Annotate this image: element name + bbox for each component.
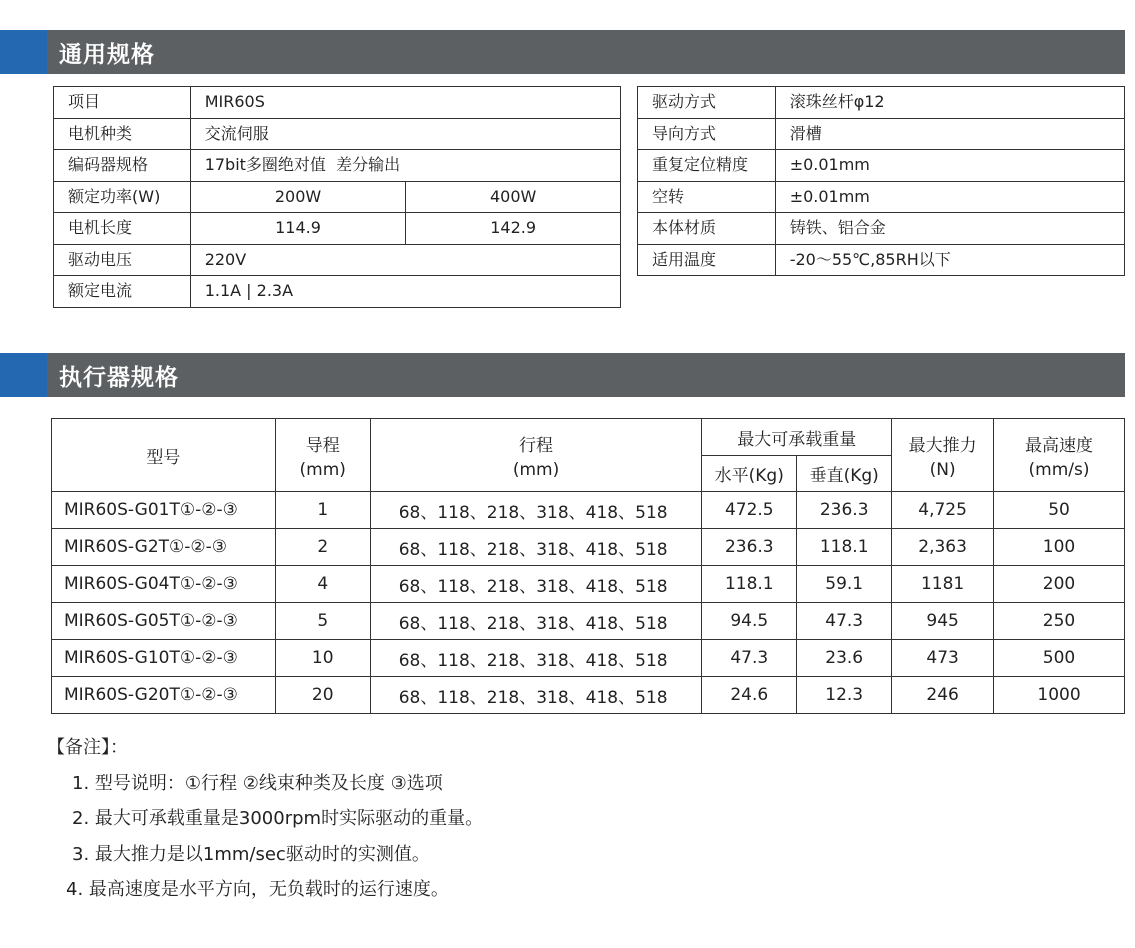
cell-horizontal: 47.3 [702,640,797,677]
cell-lead: 20 [275,677,370,714]
cell-stroke: 68、118、218、318、418、518 [370,603,702,640]
spec-label: 导向方式 [638,118,776,150]
cell-vertical: 12.3 [797,677,892,714]
cell-speed: 100 [994,529,1125,566]
spec-label: 额定电流 [54,276,191,308]
spec-label: 编码器规格 [54,150,191,182]
spec-label: 驱动电压 [54,244,191,276]
header-lead-label: 导程 [305,435,340,456]
spec-value: 铸铁、铝合金 [775,213,1124,245]
cell-vertical: 236.3 [797,492,892,529]
spec-row [638,244,1125,276]
note-item: 3. 最大推力是以1mm/sec驱动时的实测值。 [72,843,430,865]
spec-value: 交流伺服 [190,118,620,150]
note-item: 1. 型号说明：①行程 ②线束种类及长度 ③选项 [72,772,443,794]
table-row [52,566,1125,603]
general-spec-header [0,30,1125,74]
spec-value: 400W [406,181,621,213]
general-spec-title: 通用规格 [59,41,155,68]
spec-value: 滑槽 [775,118,1124,150]
cell-horizontal: 94.5 [702,603,797,640]
spec-row [54,118,621,150]
spec-value: 1.1A | 2.3A [190,276,620,308]
general-spec-table-left [53,86,621,308]
spec-value: -20～55℃,85RH以下 [775,244,1124,276]
cell-speed: 200 [994,566,1125,603]
cell-lead: 5 [275,603,370,640]
header-max-speed-label: 最高速度 [1025,435,1094,456]
spec-label: 电机长度 [54,213,191,245]
header-max-thrust [892,419,994,492]
note-item: 4. 最高速度是水平方向，无负载时的运行速度。 [66,879,449,900]
actuator-spec-title: 执行器规格 [59,364,179,391]
spec-row [638,213,1125,245]
spec-row [54,150,621,182]
cell-vertical: 23.6 [797,640,892,677]
header-stroke [370,419,702,492]
header-max-thrust-label: 最大推力 [908,435,977,456]
cell-model: MIR60S-G10T①-②-③ [52,640,276,677]
cell-model: MIR60S-G2T①-②-③ [52,529,276,566]
spec-value: 200W [190,181,406,213]
notes-heading: 【备注】： [47,737,128,758]
spec-label: 本体材质 [638,213,776,245]
table-row [52,529,1125,566]
cell-thrust: 246 [892,677,994,714]
table-row [52,677,1125,714]
spec-value: 滚珠丝杆φ12 [775,87,1124,119]
general-spec-table-right [637,86,1125,276]
cell-stroke: 68、118、218、318、418、518 [370,566,702,603]
header-model: 型号 [52,419,276,492]
spec-row [54,276,621,308]
spec-value: MIR60S [190,87,620,119]
spec-value: 142.9 [406,213,621,245]
spec-label: 适用温度 [638,244,776,276]
header-stroke-unit: (mm) [512,459,560,480]
cell-stroke: 68、118、218、318、418、518 [370,640,702,677]
spec-row [54,213,621,245]
cell-vertical: 118.1 [797,529,892,566]
cell-lead: 2 [275,529,370,566]
spec-label: 电机种类 [54,118,191,150]
spec-row [638,87,1125,119]
cell-horizontal: 118.1 [702,566,797,603]
cell-speed: 250 [994,603,1125,640]
cell-lead: 4 [275,566,370,603]
note-item: 2. 最大可承载重量是3000rpm时实际驱动的重量。 [72,808,484,829]
spec-label: 驱动方式 [638,87,776,119]
header-lead-unit: (mm) [299,459,346,480]
cell-stroke: 68、118、218、318、418、518 [370,677,702,714]
spec-label: 项目 [54,87,191,119]
cell-speed: 1000 [994,677,1125,714]
cell-model: MIR60S-G05T①-②-③ [52,603,276,640]
spec-value: ±0.01mm [775,181,1124,213]
cell-model: MIR60S-G01T①-②-③ [52,492,276,529]
cell-vertical: 59.1 [797,566,892,603]
spec-label: 空转 [638,181,776,213]
cell-vertical: 47.3 [797,603,892,640]
header-vertical: 垂直(Kg) [797,456,892,492]
cell-speed: 500 [994,640,1125,677]
cell-lead: 1 [275,492,370,529]
spec-value: 114.9 [190,213,406,245]
spec-row [54,87,621,119]
notes-block [47,730,483,908]
cell-thrust: 4,725 [892,492,994,529]
cell-horizontal: 236.3 [702,529,797,566]
cell-thrust: 1181 [892,566,994,603]
cell-horizontal: 24.6 [702,677,797,714]
cell-stroke: 68、118、218、318、418、518 [370,529,702,566]
cell-horizontal: 472.5 [702,492,797,529]
cell-lead: 10 [275,640,370,677]
table-header-row [52,419,1125,456]
header-accent [0,353,47,397]
header-stroke-label: 行程 [519,435,553,456]
header-max-speed-unit: (mm/s) [1028,459,1090,480]
spec-row [54,181,621,213]
spec-row [638,150,1125,182]
actuator-spec-table [51,418,1125,714]
spec-value: 17bit多圈绝对值 差分输出 [190,150,620,182]
spec-row [638,181,1125,213]
header-lead [275,419,370,492]
spec-label: 额定功率(W) [54,181,191,213]
cell-thrust: 473 [892,640,994,677]
spec-value: 220V [190,244,620,276]
spec-row [638,118,1125,150]
header-max-load: 最大可承载重量 [702,419,892,456]
table-row [52,640,1125,677]
table-row [52,492,1125,529]
header-max-speed [994,419,1125,492]
cell-model: MIR60S-G04T①-②-③ [52,566,276,603]
spec-value: ±0.01mm [775,150,1124,182]
table-row [52,603,1125,640]
actuator-spec-header [0,353,1125,397]
spec-label: 重复定位精度 [638,150,776,182]
cell-thrust: 945 [892,603,994,640]
header-accent [0,30,47,74]
cell-model: MIR60S-G20T①-②-③ [52,677,276,714]
cell-thrust: 2,363 [892,529,994,566]
cell-speed: 50 [994,492,1125,529]
cell-stroke: 68、118、218、318、418、518 [370,492,702,529]
header-max-thrust-unit: (N) [929,459,956,480]
spec-row [54,244,621,276]
header-horizontal: 水平(Kg) [702,456,797,492]
